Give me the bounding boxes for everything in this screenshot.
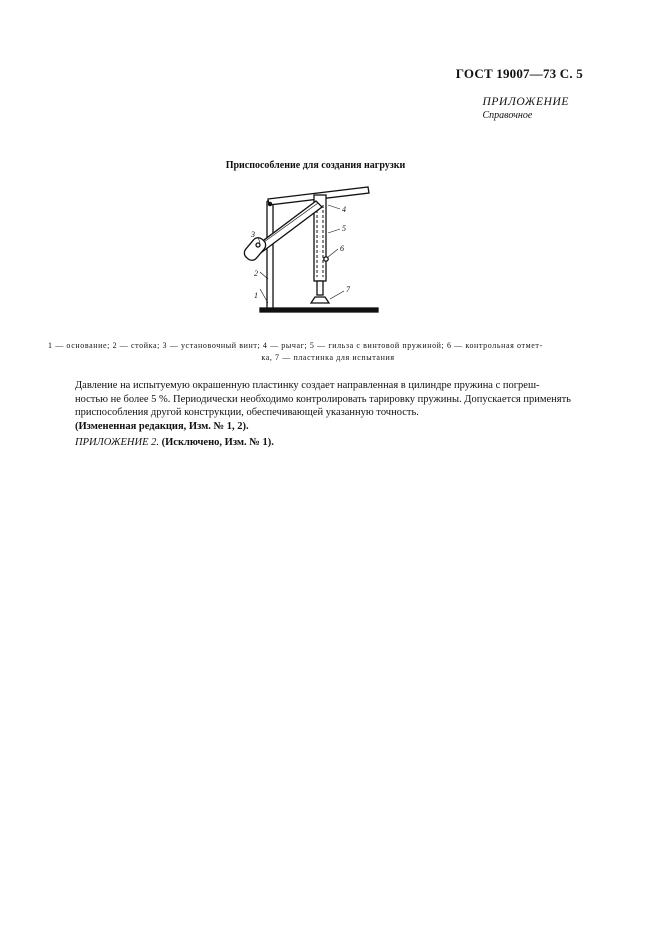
label-4: 4 [342,205,346,214]
body-line-3: приспособления другой конструкции, обеспечивающей указанную точность. [75,407,419,418]
base-plate [260,308,378,312]
label-5: 5 [342,224,346,233]
body-line-1: Давление на испытуемую окрашенную пластинку создает направленная в цилиндре пружина с погреш- [75,380,540,391]
document-header: ГОСТ 19007—73 С. 5 [455,66,583,81]
figure-caption [48,340,608,364]
label-6: 6 [340,244,344,253]
post-hinge [268,202,271,205]
appendix-2-label: ПРИЛОЖЕНИЕ 2. [75,437,159,448]
sleeve-rod [317,281,323,295]
appendix-2-line [75,437,274,448]
control-mark [324,257,328,261]
appendix-title: ПРИЛОЖЕНИЕ [482,96,569,108]
body-line-2: ностью не более 5 %. Периодически необходимо контролировать тарировку пружины. Допускается применять [75,393,571,405]
caption-line-1: 1 — основание; 2 — стойка; 3 — установочный винт; 4 — рычаг; 5 — гильза с винтовой пружиной; 6 — контрольная отмет- [48,341,543,350]
figure-title-text: Приспособление для создания нагрузки [225,160,406,171]
body-text [75,379,582,433]
appendix-subtitle: Справочное [482,110,533,121]
appendix-heading [483,96,569,122]
label-1: 1 [254,291,258,300]
figure-title [0,160,661,171]
caption-line-2: ка, 7 — пластинка для испытания [261,353,395,362]
appendix-2-text: (Исключено, Изм. № 1). [161,437,274,448]
test-plate [311,297,329,303]
label-2: 2 [254,269,258,278]
label-3: 3 [251,230,255,239]
revision-note: (Измененная редакция, Изм. № 1, 2). [75,420,249,432]
load-device-figure [240,185,400,320]
label-7: 7 [346,285,350,294]
load-device-drawing [240,185,400,320]
